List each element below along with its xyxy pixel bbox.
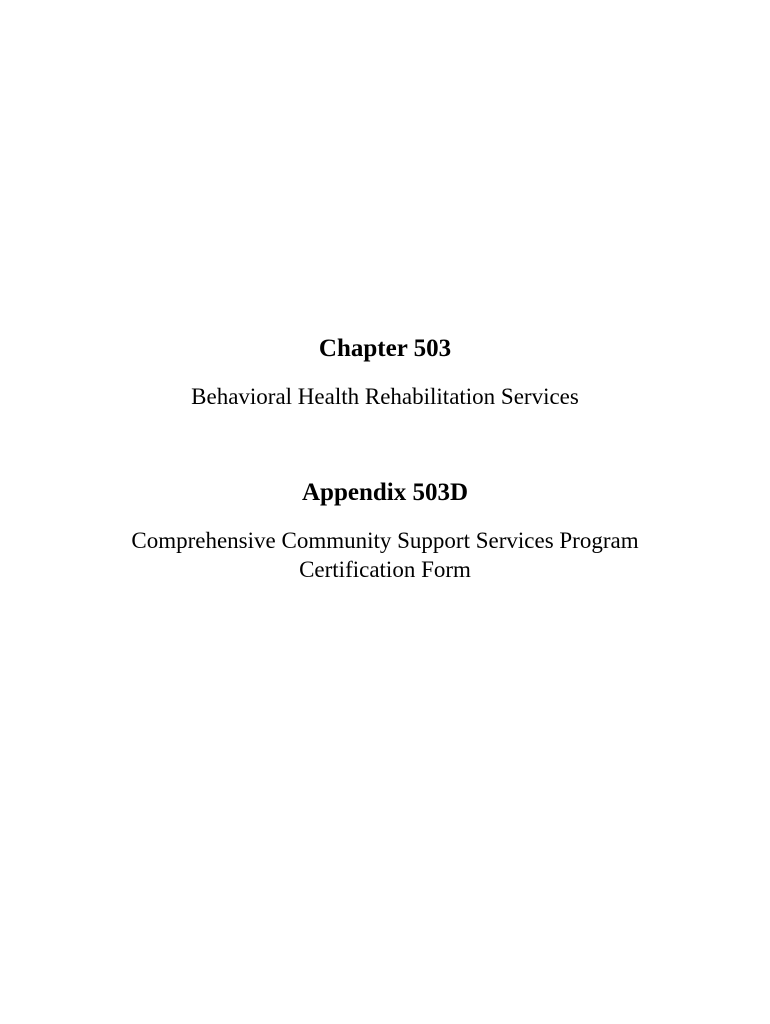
appendix-title: Appendix 503D	[301, 479, 468, 506]
appendix-subtitle	[0, 526, 770, 584]
chapter-title: Chapter 503	[318, 335, 452, 362]
appendix-subtitle-line: Certification Form	[299, 557, 471, 582]
appendix-subtitle-line: Comprehensive Community Support Services Program	[131, 528, 639, 553]
chapter-subtitle: Behavioral Health Rehabilitation Services	[191, 384, 579, 409]
